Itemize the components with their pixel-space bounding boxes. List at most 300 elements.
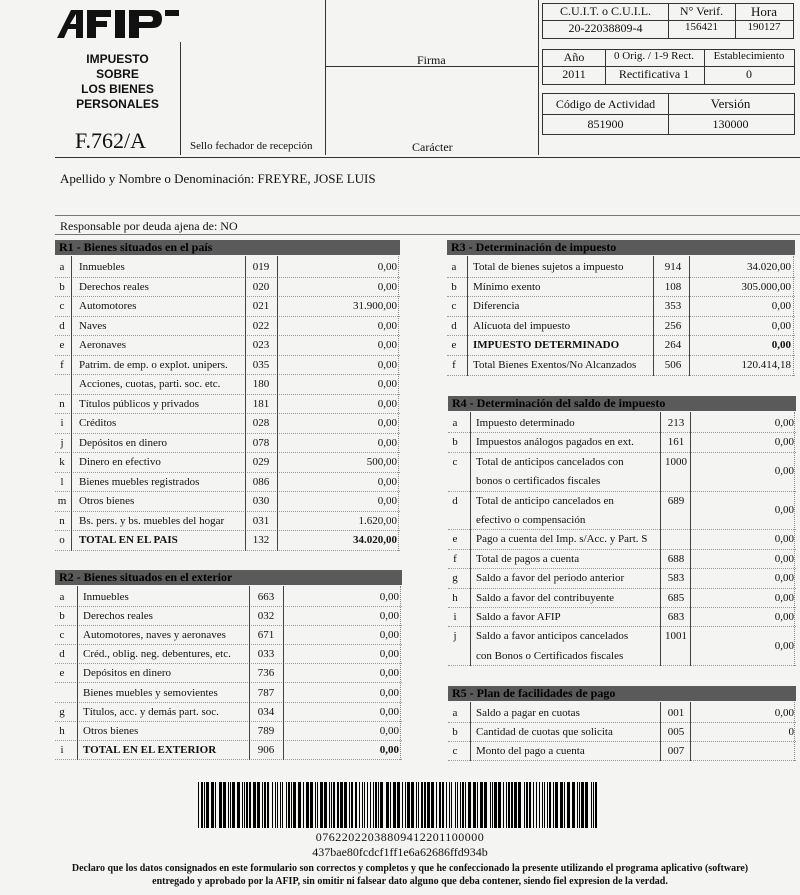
row-description: Alícuota del impuesto (473, 319, 571, 332)
column-rule (660, 412, 661, 666)
barcode-bar (402, 782, 403, 828)
row-description: Títulos públicos y privados (79, 397, 200, 410)
r1-row (55, 414, 400, 434)
row-value: 0,00 (379, 648, 399, 661)
barcode-bar (460, 782, 461, 828)
row-letter: i (453, 611, 457, 623)
row-value: 0,00 (379, 610, 399, 623)
r3-row (447, 297, 795, 317)
r2-row (55, 626, 402, 645)
row-value: 120.414,18 (741, 359, 791, 371)
row-value: 0,00 (377, 436, 397, 449)
barcode-bar (511, 782, 513, 828)
barcode-bar (468, 782, 471, 828)
hora-value: 190127 (747, 21, 781, 33)
barcode-bar (427, 782, 430, 828)
r3-row (447, 356, 795, 376)
row-value: 0,00 (377, 417, 397, 429)
row-code: 689 (667, 494, 685, 507)
barcode-bar (572, 782, 575, 828)
r1-row (55, 317, 400, 337)
row-letter: b (59, 280, 65, 293)
barcode-bar (277, 782, 278, 828)
row-letter: a (452, 707, 458, 719)
row-code: 019 (252, 261, 270, 273)
r1-row (55, 356, 400, 376)
barcode-bar (237, 782, 240, 828)
barcode-bar (595, 782, 597, 828)
r1-row (55, 336, 400, 356)
r2-row (55, 703, 402, 722)
row-description: Monto del pago a cuenta (476, 745, 585, 757)
row-description: Total de anticipo cancelados en (476, 494, 614, 507)
row-letter: b (452, 726, 458, 738)
barcode-bar (359, 782, 360, 828)
barcode (198, 782, 598, 828)
row-letter: j (453, 630, 457, 643)
row-letter: d (452, 494, 458, 507)
row-value: 0,00 (377, 339, 397, 351)
r1-row (55, 492, 400, 512)
r1-row (55, 434, 400, 454)
row-letter: m (57, 495, 67, 507)
verif-label: N° Verif. (668, 4, 735, 21)
row-code: 032 (257, 610, 275, 623)
r4-row (448, 433, 796, 452)
barcode-bar (585, 782, 588, 828)
barcode-bar (503, 782, 504, 828)
estab-value: 0 (746, 67, 752, 81)
row-letter: a (452, 417, 458, 429)
row-code: 132 (252, 534, 270, 546)
row-code: 005 (667, 726, 685, 738)
barcode-bar (473, 782, 476, 828)
row-code: 108 (664, 280, 682, 293)
barcode-bar (246, 782, 248, 828)
barcode-bar (230, 782, 231, 828)
column-rule (470, 412, 471, 666)
row-code: 787 (257, 686, 275, 699)
barcode-bar (593, 782, 594, 828)
barcode-bar (201, 782, 203, 828)
row-value: 0,00 (377, 378, 397, 390)
barcode-number: 07622022038809412201100000 (315, 830, 485, 844)
row-code: 020 (252, 280, 270, 293)
row-description: Pago a cuenta del Imp. s/Acc. y Part. S (476, 533, 648, 546)
row-letter: h (452, 591, 458, 604)
barcode-bar (405, 782, 406, 828)
column-rule (283, 586, 284, 760)
row-letter: g (59, 705, 65, 718)
cuit-label: C.U.I.T. o C.U.I.L. (543, 4, 668, 21)
orig-label: 0 Orig. / 1-9 Rect. (604, 50, 704, 67)
orig-value: Rectificativa 1 (618, 67, 690, 81)
form-title: IMPUESTO SOBRE LOS BIENES PERSONALES (76, 52, 159, 111)
row-description: Bienes muebles registrados (79, 475, 200, 488)
row-letter: c (452, 745, 458, 757)
row-code: 671 (257, 629, 275, 642)
row-letter: e (59, 339, 65, 351)
row-description: Derechos reales (83, 610, 153, 623)
barcode-bar (242, 782, 243, 828)
column-rule (249, 586, 250, 760)
right-rule (793, 256, 794, 376)
row-code: 029 (252, 456, 270, 468)
row-description-line2: efectivo o compensación (476, 513, 586, 526)
row-description-line2: con Bonos o Certificados fiscales (476, 649, 624, 662)
row-rule (448, 760, 796, 761)
row-value: 0,00 (774, 436, 794, 449)
barcode-bar (567, 782, 570, 828)
row-rule (55, 759, 402, 760)
barcode-bar (249, 782, 251, 828)
barcode-bar (280, 782, 281, 828)
barcode-bar (380, 782, 383, 828)
r4-row (448, 569, 796, 588)
barcode-bar (544, 782, 545, 828)
row-value: 0,00 (379, 705, 399, 718)
barcode-bar (518, 782, 521, 828)
version-label: Versión (667, 94, 794, 115)
barcode-bar (333, 782, 335, 828)
barcode-bar (446, 782, 447, 828)
row-code: 086 (252, 475, 270, 488)
row-letter: h (59, 724, 65, 737)
row-letter: o (59, 534, 65, 546)
barcode-bar (506, 782, 507, 828)
row-description: Créd., oblig. neg. debentures, etc. (83, 648, 231, 661)
barcode-bar (390, 782, 391, 828)
barcode-bar (526, 782, 528, 828)
row-letter: k (59, 456, 65, 468)
barcode-bar (303, 782, 304, 828)
column-rule (690, 412, 691, 666)
barcode-bar (198, 782, 199, 828)
row-value: 0,00 (774, 611, 794, 623)
row-code: 264 (664, 339, 682, 352)
row-letter: i (60, 743, 64, 756)
barcode-bar (451, 782, 452, 828)
row-description: Impuesto determinado (476, 417, 575, 429)
row-letter: b (452, 436, 458, 449)
row-description: Dinero en efectivo (79, 456, 161, 468)
row-description: Total Bienes Exentos/No Alcanzados (473, 359, 637, 371)
barcode-bar (324, 782, 327, 828)
column-rule (653, 256, 654, 376)
row-letter: a (451, 261, 457, 273)
barcode-bar (206, 782, 209, 828)
row-letter: g (452, 572, 458, 585)
barcode-bar (228, 782, 229, 828)
barcode-bar (439, 782, 441, 828)
row-description: Mínimo exento (473, 280, 541, 293)
row-value: 31.900,00 (353, 300, 397, 312)
row-description: Créditos (79, 417, 117, 429)
row-value: 0,00 (377, 319, 397, 332)
row-code: 213 (667, 417, 685, 429)
right-rule (400, 586, 401, 760)
row-code: 736 (257, 667, 275, 680)
r3-row (447, 317, 795, 337)
row-letter: i (60, 417, 64, 429)
barcode-bar (317, 782, 318, 828)
row-value: 0,00 (377, 280, 397, 293)
form-number: F.762/A (75, 128, 146, 153)
column-rule (77, 586, 78, 760)
r1-row (55, 278, 400, 298)
r1-row (55, 375, 400, 395)
row-description: Acciones, cuotas, parti. soc. etc. (79, 378, 221, 390)
row-value: 500,00 (366, 456, 397, 468)
right-rule (398, 256, 399, 551)
barcode-bar (442, 782, 444, 828)
barcode-bar (508, 782, 510, 828)
row-letter: d (59, 648, 65, 661)
barcode-bar (484, 782, 487, 828)
barcode-bar (267, 782, 269, 828)
caracter-label: Carácter (412, 140, 453, 154)
row-description: Automotores, naves y aeronaves (83, 629, 226, 642)
r3-row (447, 336, 795, 356)
cuit-value: 20-22038809-4 (568, 21, 643, 35)
row-value: 0,00 (771, 339, 791, 352)
row-description: Patrim. de emp. o explot. unipers. (79, 358, 228, 371)
r2-row (55, 741, 402, 760)
row-description: Otros bienes (79, 495, 135, 507)
r1-row (55, 395, 400, 415)
row-description: Inmuebles (83, 591, 129, 603)
barcode-bar (253, 782, 256, 828)
estab-box (704, 49, 795, 85)
row-letter: e (59, 667, 65, 680)
afip-logo (57, 8, 182, 38)
barcode-bar (591, 782, 592, 828)
barcode-bar (490, 782, 491, 828)
r3-row (447, 278, 795, 298)
row-value: 0,00 (379, 724, 399, 737)
row-letter: c (59, 300, 65, 312)
r1-row (55, 531, 400, 551)
r2-row (55, 588, 402, 607)
barcode-bar (370, 782, 371, 828)
barcode-bar (351, 782, 353, 828)
row-value: 0,00 (774, 552, 794, 565)
cuit-box (542, 3, 669, 39)
barcode-bar (529, 782, 531, 828)
row-code: 683 (667, 611, 685, 623)
barcode-bar (291, 782, 292, 828)
barcode-bar (373, 782, 374, 828)
barcode-bar (320, 782, 323, 828)
actividad-label: Código de Actividad (543, 94, 668, 115)
r4-title: R4 - Determinación del saldo de impuesto (448, 396, 796, 411)
column-rule (71, 256, 72, 551)
barcode-bar (480, 782, 483, 828)
row-description: Títulos, acc. y demás part. soc. (83, 705, 219, 718)
row-letter: c (59, 629, 65, 642)
row-value: 0,00 (771, 319, 791, 332)
row-code: 161 (667, 436, 685, 449)
row-description: Saldo a favor del periodo anterior (476, 572, 625, 585)
barcode-bar (257, 782, 260, 828)
row-description: Depósitos en dinero (79, 436, 167, 449)
column-rule (470, 702, 471, 761)
row-description: TOTAL EN EL EXTERIOR (83, 743, 217, 756)
row-description: Impuestos análogos pagados en ext. (476, 436, 634, 449)
barcode-bar (498, 782, 501, 828)
row-letter: n (59, 397, 65, 410)
r4-row (448, 608, 796, 627)
row-code: 688 (667, 552, 685, 565)
barcode-bar (536, 782, 537, 828)
r1-row (55, 512, 400, 532)
barcode-bar (204, 782, 205, 828)
verif-value: 156421 (685, 21, 718, 33)
row-value: 1.620,00 (358, 514, 397, 527)
barcode-bar (362, 782, 363, 828)
barcode-bar (219, 782, 222, 828)
barcode-bar (331, 782, 332, 828)
r4-row (448, 492, 796, 531)
row-letter: b (59, 610, 65, 623)
r1-row (55, 258, 400, 278)
row-value: 305.000,00 (741, 280, 791, 293)
row-letter: j (60, 436, 64, 449)
row-value: 0,00 (379, 743, 399, 756)
firma-label: Firma (417, 53, 446, 67)
barcode-bar (329, 782, 330, 828)
barcode-bar (581, 782, 584, 828)
r3-row (447, 258, 795, 278)
row-code: 906 (257, 743, 275, 756)
barcode-bar (397, 782, 400, 828)
r1-row (55, 453, 400, 473)
row-description: Naves (79, 319, 107, 332)
barcode-bar (579, 782, 580, 828)
row-code: 583 (667, 572, 685, 585)
declaration-text: Declaro que los datos consignados en este formulario son correctos y completos y que he confeccionado la presente utilizando el programa aplicativo (software) entregado y aprobado por la AFIP, sin omitir ni falsear dato alguno que deba contener, siendo fiel expresion de la verdad. (71, 863, 749, 887)
barcode-bar (524, 782, 525, 828)
r2-title: R2 - Bienes situados en el exterior (55, 570, 402, 585)
barcode-bar (223, 782, 226, 828)
barcode-bar (306, 782, 309, 828)
anio-box (542, 49, 606, 85)
estab-label: Establecimiento (704, 50, 794, 67)
row-letter: e (452, 533, 458, 546)
barcode-bar (244, 782, 245, 828)
row-value: 0,00 (377, 495, 397, 507)
r4-row (448, 550, 796, 569)
row-code: 914 (664, 261, 682, 273)
barcode-bar (337, 782, 339, 828)
row-description: TOTAL EN EL PAIS (79, 534, 178, 546)
row-description: Total de pagos a cuenta (476, 552, 580, 565)
right-rule (794, 702, 795, 761)
r2-row (55, 664, 402, 683)
orig-box (604, 49, 705, 85)
actividad-value: 851900 (587, 117, 624, 131)
barcode-bar (232, 782, 235, 828)
r4-row (448, 414, 796, 433)
r5-row (448, 742, 796, 761)
barcode-bar (549, 782, 551, 828)
row-value: 0,00 (774, 640, 794, 653)
barcode-bar (344, 782, 347, 828)
row-description: Total de anticipos cancelados con (476, 455, 624, 468)
row-description: Saldo a favor AFIP (476, 611, 561, 623)
barcode-bar (215, 782, 216, 828)
barcode-bar (577, 782, 578, 828)
row-code: 034 (257, 705, 275, 718)
row-value: 0,00 (377, 397, 397, 410)
r2-row (55, 684, 402, 703)
r2-row (55, 722, 402, 741)
row-code: 033 (257, 648, 275, 661)
row-letter: f (60, 358, 64, 371)
row-description: IMPUESTO DETERMINADO (473, 339, 620, 352)
barcode-bar (547, 782, 548, 828)
row-value: 34.020,00 (353, 534, 397, 546)
barcode-bar (421, 782, 423, 828)
r5-row (448, 723, 796, 742)
actividad-box (542, 93, 669, 135)
barcode-bar (492, 782, 493, 828)
verif-box (668, 3, 736, 39)
barcode-bar (411, 782, 414, 828)
r5-row (448, 704, 796, 723)
row-code: 1001 (665, 630, 687, 643)
row-value: 0,00 (774, 572, 794, 585)
row-value: 0,00 (771, 300, 791, 313)
barcode-bar (462, 782, 464, 828)
row-value: 34.020,00 (747, 261, 791, 273)
barcode-bar (286, 782, 287, 828)
barcode-bar (436, 782, 437, 828)
column-rule (690, 702, 691, 761)
row-description: Cantidad de cuotas que solicita (476, 726, 613, 738)
row-code: 030 (252, 495, 270, 507)
row-code: 028 (252, 417, 270, 429)
barcode-bar (564, 782, 565, 828)
stamp-label: Sello fechador de recepción (190, 140, 313, 152)
column-rule (689, 256, 690, 376)
row-letter: b (451, 280, 457, 293)
row-value: 0,00 (774, 533, 794, 546)
r1-title: R1 - Bienes situados en el país (55, 240, 400, 255)
barcode-bar (533, 782, 534, 828)
barcode-bar (514, 782, 517, 828)
row-description: Total de bienes sujetos a impuesto (473, 261, 624, 273)
barcode-bar (555, 782, 558, 828)
barcode-bar (393, 782, 396, 828)
barcode-bar (340, 782, 343, 828)
column-rule (245, 256, 246, 551)
row-letter: a (59, 591, 65, 603)
row-description: Bs. pers. y bs. muebles del hogar (79, 514, 225, 527)
r4-row (448, 589, 796, 608)
taxpayer-name: Apellido y Nombre o Denominación: FREYRE, JOSE LUIS (60, 171, 376, 186)
row-letter: c (452, 455, 458, 468)
column-rule (660, 702, 661, 761)
barcode-bar (211, 782, 214, 828)
row-letter: a (59, 261, 65, 273)
barcode-bar (378, 782, 379, 828)
row-description: Bienes muebles y semovientes (83, 686, 218, 699)
barcode-bar (465, 782, 466, 828)
r2-row (55, 645, 402, 664)
row-letter: d (59, 319, 65, 332)
row-value: 0,00 (377, 261, 397, 273)
